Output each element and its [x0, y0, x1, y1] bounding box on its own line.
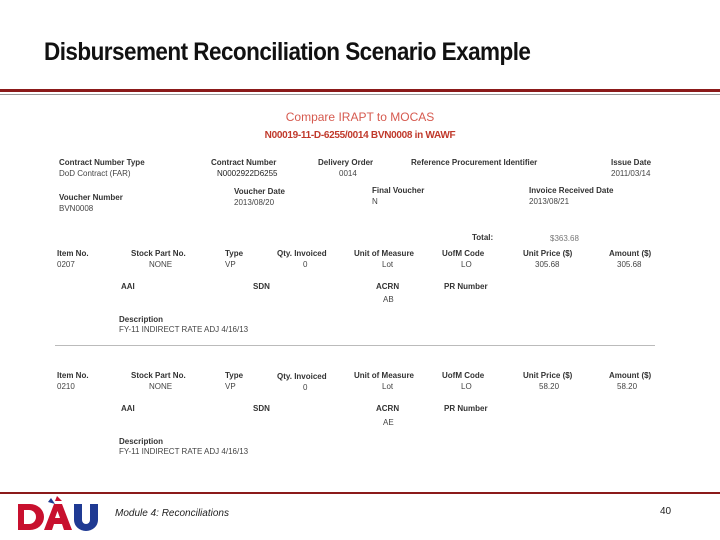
item-separator — [55, 345, 655, 346]
amount-header: Amount ($) — [609, 371, 652, 380]
item-no-value: 0210 — [57, 382, 75, 391]
issue-date-value: 2011/03/14 — [611, 169, 651, 178]
unit-of-measure-header: Unit of Measure — [354, 371, 415, 380]
aai-header: AAI — [121, 282, 135, 291]
page-number: 40 — [660, 506, 672, 517]
type-value: VP — [225, 382, 236, 391]
qty-invoiced-header: Qty. Invoiced — [277, 249, 327, 258]
sdn-header: SDN — [253, 282, 270, 291]
voucher-date-label: Voucher Date — [234, 187, 285, 196]
type-header: Type — [225, 249, 244, 258]
voucher-date-value: 2013/08/20 — [234, 198, 275, 207]
total-value: $363.68 — [550, 234, 579, 243]
pr-number-header: PR Number — [444, 404, 488, 413]
stock-part-value: NONE — [149, 260, 173, 269]
final-voucher-label: Final Voucher — [372, 186, 425, 195]
amount-header: Amount ($) — [609, 249, 652, 258]
stock-part-header: Stock Part No. — [131, 371, 186, 380]
invoice-received-label: Invoice Received Date — [529, 186, 614, 195]
delivery-order-label: Delivery Order — [318, 158, 374, 167]
module-footer: Module 4: Reconciliations — [115, 508, 229, 519]
slide-title: Disbursement Reconciliation Scenario Example — [44, 38, 531, 66]
unit-of-measure-value: Lot — [382, 382, 394, 391]
qty-invoiced-header: Qty. Invoiced — [277, 372, 327, 381]
description-header: Description — [119, 315, 164, 324]
voucher-number-label: Voucher Number — [59, 193, 123, 202]
uofm-code-header: UofM Code — [442, 371, 485, 380]
acrn-header: ACRN — [376, 282, 400, 291]
unit-of-measure-header: Unit of Measure — [354, 249, 415, 258]
type-header: Type — [225, 371, 244, 380]
dau-logo — [14, 494, 106, 534]
reference-procurement-label: Reference Procurement Identifier — [411, 158, 538, 167]
uofm-code-value: LO — [461, 382, 472, 391]
acrn-value: AE — [383, 418, 394, 427]
amount-value: 305.68 — [617, 260, 642, 269]
uofm-code-header: UofM Code — [442, 249, 485, 258]
pr-number-header: PR Number — [444, 282, 488, 291]
type-value: VP — [225, 260, 236, 269]
sdn-header: SDN — [253, 404, 270, 413]
title-divider — [0, 89, 720, 92]
stock-part-header: Stock Part No. — [131, 249, 186, 258]
comparison-heading: Compare IRAPT to MOCAS — [285, 110, 435, 124]
total-label: Total: — [472, 233, 494, 242]
description-header: Description — [119, 437, 164, 446]
footer-divider — [0, 492, 720, 494]
title-divider-thin — [0, 94, 720, 95]
acrn-value: AB — [383, 295, 394, 304]
contract-type-value: DoD Contract (FAR) — [59, 169, 131, 178]
stock-part-value: NONE — [149, 382, 173, 391]
delivery-order-value: 0014 — [339, 169, 357, 178]
contract-number-label: Contract Number — [211, 158, 277, 167]
unit-price-value: 305.68 — [535, 260, 560, 269]
item-no-header: Item No. — [57, 249, 89, 258]
unit-price-header: Unit Price ($) — [523, 249, 573, 258]
contract-number-value: N0002922D6255 — [217, 169, 278, 178]
description-value: FY-11 INDIRECT RATE ADJ 4/16/13 — [119, 447, 249, 456]
amount-value: 58.20 — [617, 382, 638, 391]
description-value: FY-11 INDIRECT RATE ADJ 4/16/13 — [119, 325, 249, 334]
contract-reference: N00019-11-D-6255/0014 BVN0008 in WAWF — [264, 130, 456, 141]
item-no-value: 0207 — [57, 260, 75, 269]
unit-of-measure-value: Lot — [382, 260, 394, 269]
qty-invoiced-value: 0 — [303, 383, 308, 392]
unit-price-header: Unit Price ($) — [523, 371, 573, 380]
acrn-header: ACRN — [376, 404, 400, 413]
final-voucher-value: N — [372, 197, 378, 206]
invoice-received-value: 2013/08/21 — [529, 197, 570, 206]
unit-price-value: 58.20 — [539, 382, 560, 391]
issue-date-label: Issue Date — [611, 158, 652, 167]
item-no-header: Item No. — [57, 371, 89, 380]
qty-invoiced-value: 0 — [303, 260, 308, 269]
uofm-code-value: LO — [461, 260, 472, 269]
aai-header: AAI — [121, 404, 135, 413]
voucher-number-value: BVN0008 — [59, 204, 94, 213]
contract-type-label: Contract Number Type — [59, 158, 145, 167]
